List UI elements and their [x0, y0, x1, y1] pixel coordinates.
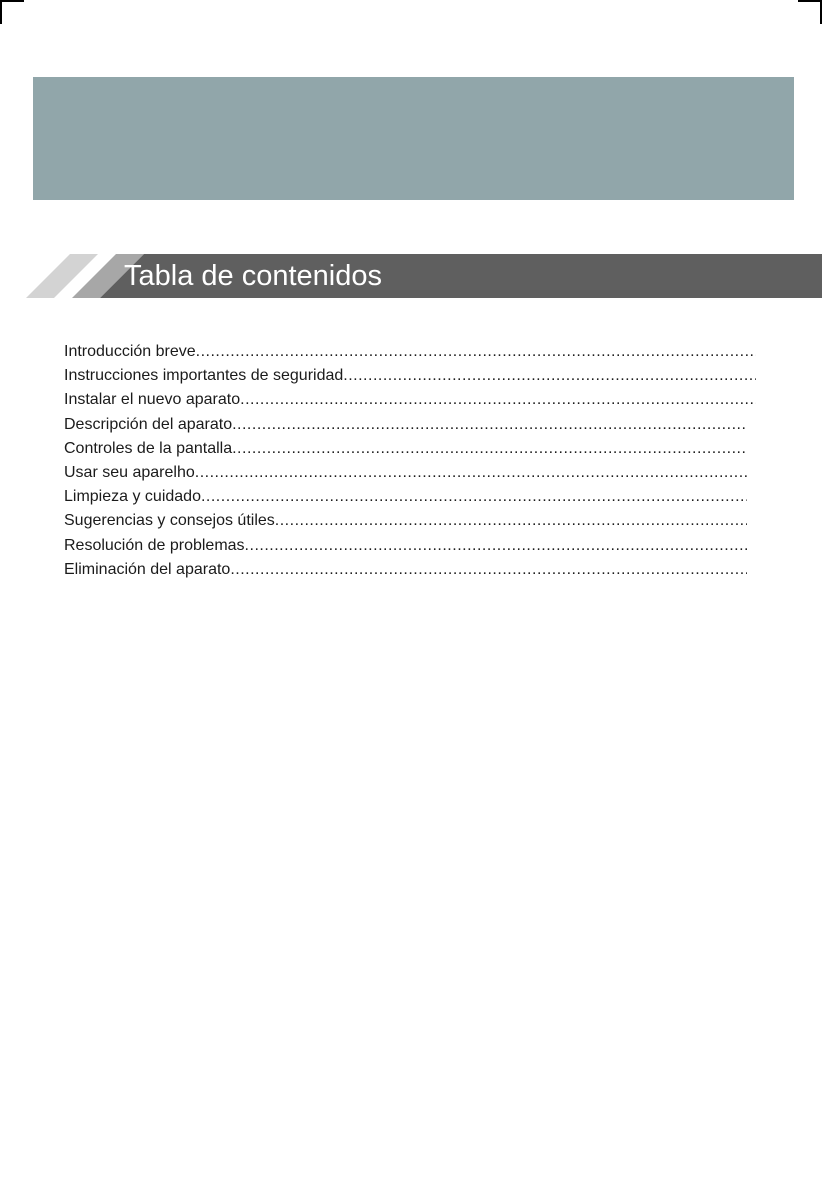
toc-entry-label: Controles de la pantalla: [64, 439, 233, 457]
toc-entry[interactable]: [64, 367, 756, 391]
toc-entry[interactable]: [64, 488, 747, 512]
header-banner: [33, 77, 794, 200]
page-title: Tabla de contenidos: [124, 260, 382, 292]
toc-entry-label: Instrucciones importantes de seguridad: [64, 367, 344, 385]
toc-entry[interactable]: [64, 343, 756, 367]
toc-entry[interactable]: [64, 464, 747, 488]
toc-leader-dots: [201, 488, 747, 506]
toc-list: [64, 343, 756, 585]
toc-entry-label: Eliminación del aparato: [64, 560, 231, 578]
crop-mark: [0, 0, 2, 24]
toc-entry-label: Descripción del aparato: [64, 415, 233, 433]
toc-leader-dots: [196, 343, 756, 361]
toc-leader-dots: [230, 561, 747, 579]
crop-mark: [0, 0, 24, 2]
toc-entry-label: Introducción breve: [64, 343, 196, 360]
toc-entry[interactable]: [64, 512, 747, 536]
toc-leader-dots: [232, 440, 747, 458]
toc-entry-label: Sugerencias y consejos útiles: [64, 512, 275, 530]
toc-leader-dots: [232, 416, 747, 434]
toc-entry-label: Usar seu aparelho: [64, 463, 195, 481]
toc-entry[interactable]: [64, 440, 747, 464]
toc-entry[interactable]: [64, 537, 747, 561]
toc-leader-dots: [275, 512, 747, 530]
toc-entry[interactable]: [64, 416, 747, 440]
toc-leader-dots: [245, 537, 747, 555]
toc-entry-label: Limpieza y cuidado: [64, 488, 201, 506]
toc-entry[interactable]: [64, 561, 747, 585]
crop-mark: [798, 0, 822, 2]
toc-leader-dots: [195, 464, 747, 482]
toc-entry[interactable]: [64, 391, 756, 415]
toc-header-bar: [26, 254, 822, 298]
toc-leader-dots: [240, 391, 756, 409]
toc-entry-label: Instalar el nuevo aparato: [64, 391, 241, 409]
toc-entry-label: Resolución de problemas: [64, 536, 245, 554]
toc-leader-dots: [343, 367, 756, 385]
